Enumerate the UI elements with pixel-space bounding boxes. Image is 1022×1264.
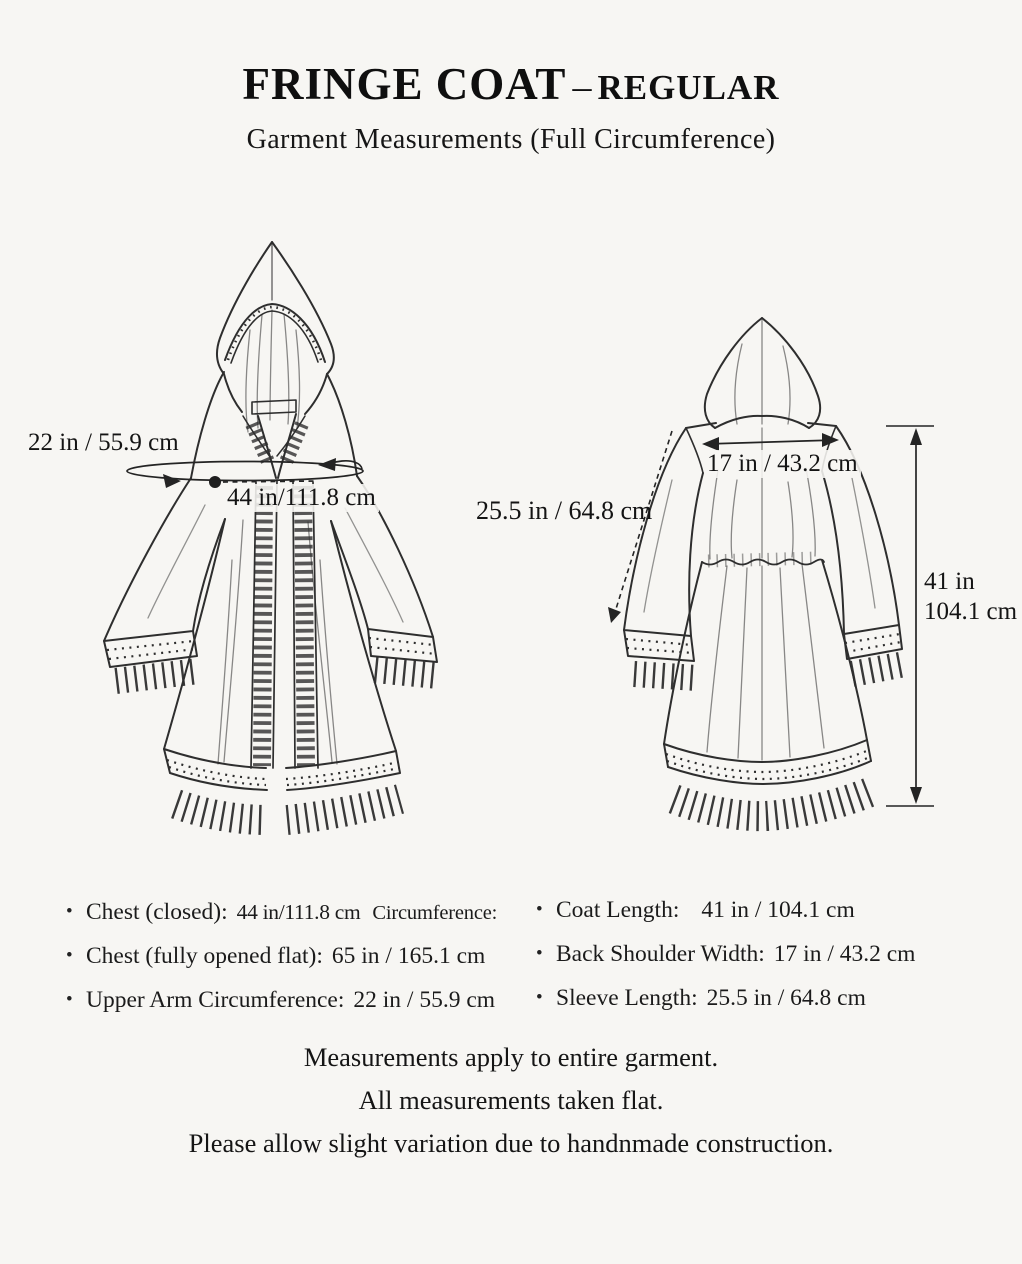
- chest-point-dot: [209, 476, 221, 488]
- measurement-list-right: [536, 897, 915, 1029]
- coat-length-annotation: [924, 567, 1017, 626]
- measurement-list-left: [66, 899, 497, 1031]
- chest-dashed-line: [223, 481, 318, 482]
- length-arrowhead-top: [910, 428, 922, 445]
- length-arrowhead-bottom: [910, 787, 922, 804]
- front-view-drawing: [104, 242, 438, 820]
- list-item-shoulder-width: • Back Shoulder Width: 17 in / 43.2 cm: [536, 941, 916, 967]
- list-item-chest-closed: • Chest (closed): 44 in/111.8 cm Circumference:: [66, 899, 498, 925]
- left-arrowhead: [318, 458, 336, 471]
- bullet-dot: •: [66, 989, 73, 1010]
- bullet-dot: •: [536, 899, 543, 920]
- right-arrowhead: [163, 474, 181, 488]
- sleeve-length-annotation: 25.5 in / 64.8 cm: [476, 496, 653, 525]
- shoulder-arrowhead-left: [702, 437, 719, 451]
- list-item-chest-open: • Chest (fully opened flat): 65 in / 165.1 cm: [66, 943, 486, 969]
- list-item-upper-arm: • Upper Arm Circumference: 22 in / 55.9 cm: [66, 987, 496, 1013]
- coat-length-cm: 104.1 cm: [924, 597, 1018, 625]
- list-item-sleeve-length: • Sleeve Length: 25.5 in / 64.8 cm: [536, 985, 866, 1011]
- chest-annotation: 44 in/111.8 cm: [224, 484, 379, 512]
- note-line: All measurements taken flat.: [358, 1085, 664, 1115]
- note-line: Measurements apply to entire garment.: [303, 1042, 719, 1072]
- sleeve-arrowhead: [608, 607, 621, 623]
- bullet-dot: •: [66, 901, 73, 922]
- back-view-drawing: [624, 318, 905, 816]
- shoulder-width-annotation: 17 in / 43.2 cm: [704, 450, 861, 478]
- upper-arm-annotation: 22 in / 55.9 cm: [28, 429, 179, 456]
- title-main: FRINGE COAT: [242, 59, 567, 109]
- title-separator: –: [572, 66, 592, 108]
- footer-notes: [0, 1042, 1022, 1171]
- list-item-coat-length: • Coat Length: 41 in / 104.1 cm: [536, 897, 855, 923]
- shoulder-arrowhead-right: [822, 433, 839, 447]
- bullet-dot: •: [66, 945, 73, 966]
- title-variant: REGULAR: [597, 68, 780, 107]
- back-measure-marks: [608, 426, 934, 806]
- page-subtitle: Garment Measurements (Full Circumference): [246, 124, 776, 155]
- bullet-dot: •: [536, 943, 543, 964]
- bullet-dot: •: [536, 987, 543, 1008]
- shoulder-width-arrow-line: [706, 440, 836, 444]
- coat-length-inches: 41 in: [924, 568, 975, 595]
- note-line: Please allow slight variation due to handnmade construction.: [188, 1128, 834, 1158]
